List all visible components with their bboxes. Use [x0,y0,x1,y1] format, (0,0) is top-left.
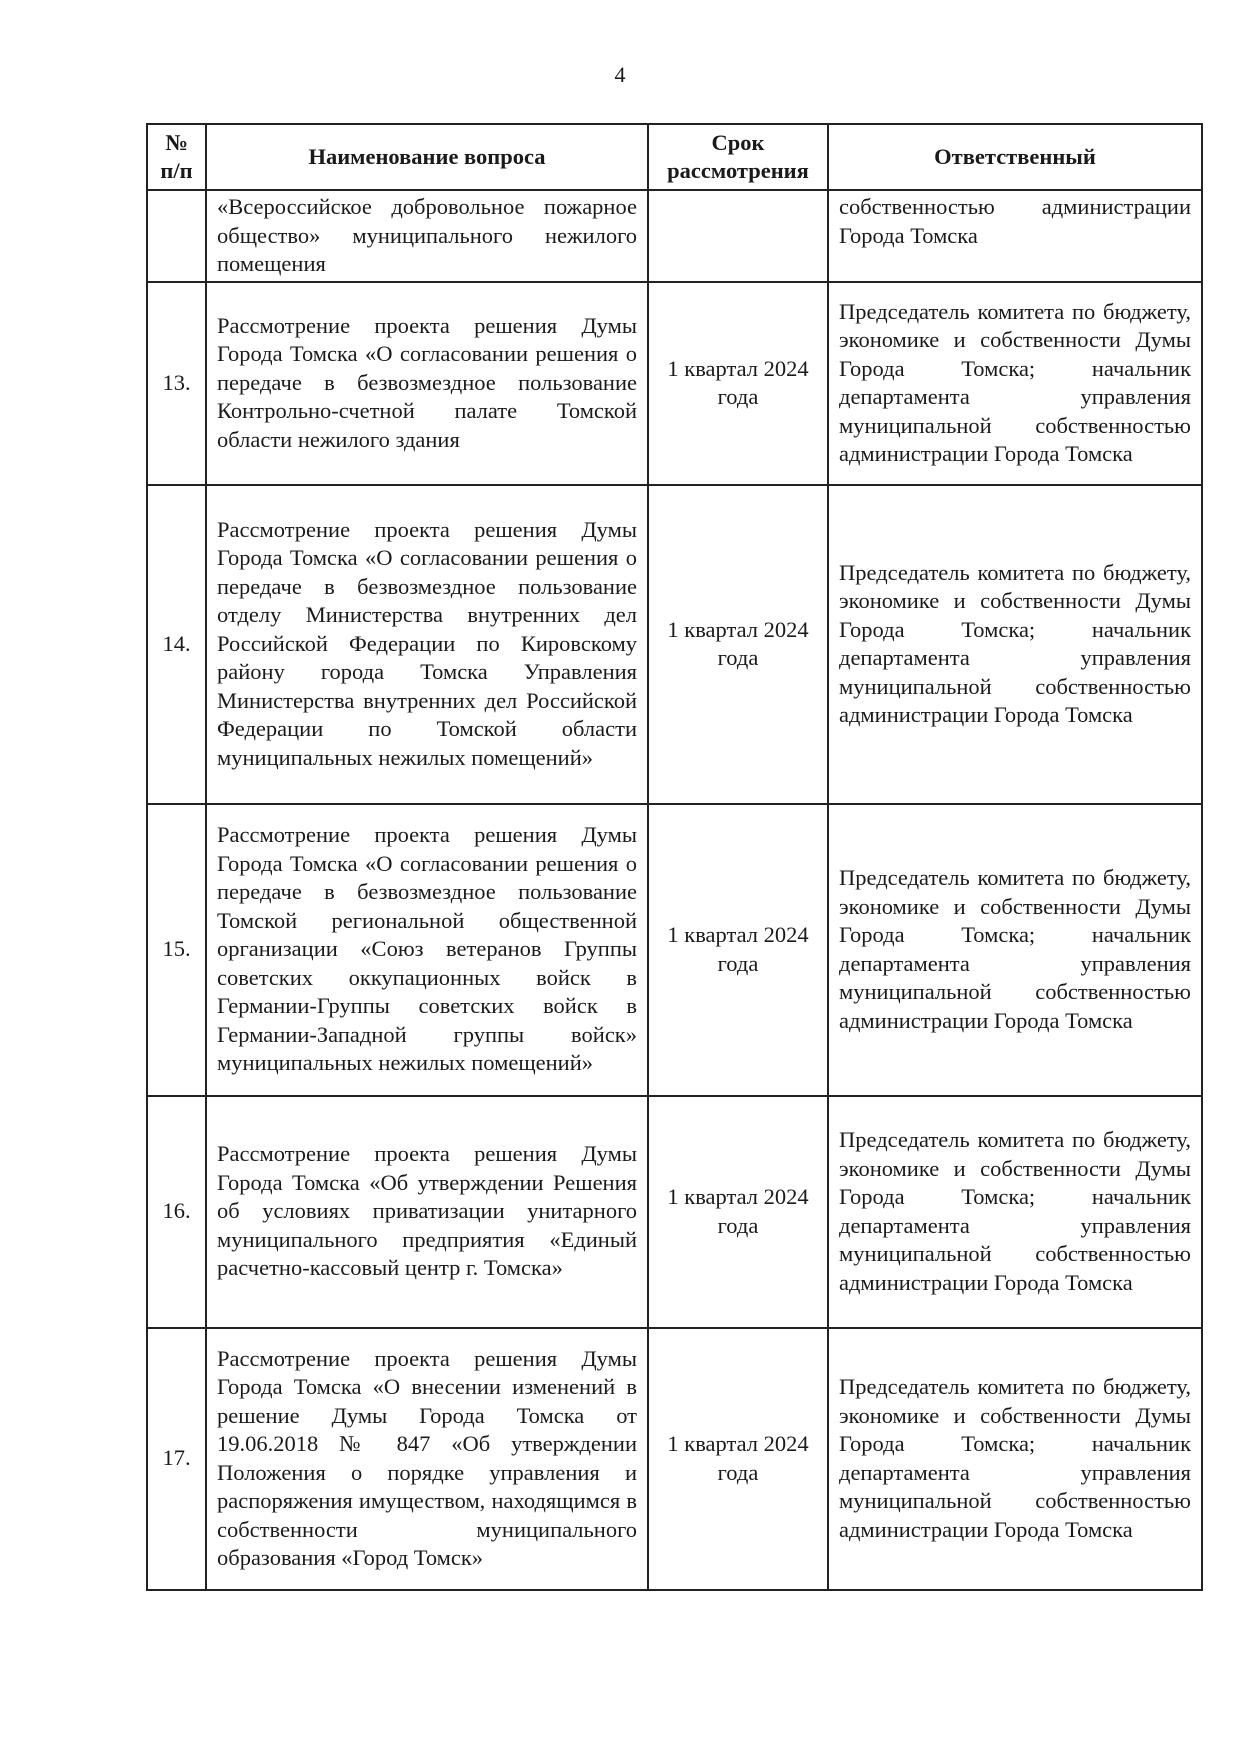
row-name: Рассмотрение проекта решения Думы Города Томска «Об утверждении Решения об условиях приватизации унитарного муниципального предприятия «Единый расчетно-кассовый центр г. Томска» [206,1096,648,1328]
row-responsible: Председатель комитета по бюджету, экономике и собственности Думы Города Томска; начальник департамента управления муниципальной собственностью администрации Города Томска [828,485,1202,804]
row-name: Рассмотрение проекта решения Думы Города Томска «О согласовании решения о передаче в безвозмездное пользование Контрольно-счетной палате Томской области нежилого здания [206,282,648,485]
header-responsible: Ответственный [828,124,1202,190]
row-term: 1 квартал 2024 года [648,485,828,804]
table-header [147,124,1202,190]
header-row [147,124,1202,190]
row-term: 1 квартал 2024 года [648,1328,828,1590]
row-num: 17. [147,1328,206,1590]
row-responsible: Председатель комитета по бюджету, экономике и собственности Думы Города Томска; начальник департамента управления муниципальной собственностью администрации Города Томска [828,1096,1202,1328]
table-row [147,804,1202,1096]
row-responsible: Председатель комитета по бюджету, экономике и собственности Думы Города Томска; начальник департамента управления муниципальной собственностью администрации Города Томска [828,282,1202,485]
row-name: «Всероссийское добровольное пожарное общество» муниципального нежилого помещения [206,190,648,282]
table-row [147,282,1202,485]
table-body [147,190,1202,1590]
row-name: Рассмотрение проекта решения Думы Города Томска «О внесении изменений в решение Думы Города Томска от 19.06.2018 № 847 «Об утверждении Положения о порядке управления и распоряжения имуществом, находящимся в собственности муниципального образования «Город Томск» [206,1328,648,1590]
table-row [147,190,1202,282]
header-num: № п/п [147,124,206,190]
work-plan-table [146,123,1203,1591]
row-term: 1 квартал 2024 года [648,1096,828,1328]
row-num: 16. [147,1096,206,1328]
table-row [147,485,1202,804]
header-name: Наименование вопроса [206,124,648,190]
row-responsible: Председатель комитета по бюджету, экономике и собственности Думы Города Томска; начальник департамента управления муниципальной собственностью администрации Города Томска [828,1328,1202,1590]
row-responsible: Председатель комитета по бюджету, экономике и собственности Думы Города Томска; начальник департамента управления муниципальной собственностью администрации Города Томска [828,804,1202,1096]
row-num: 13. [147,282,206,485]
row-num [147,190,206,282]
page-number: 4 [614,62,626,87]
row-name: Рассмотрение проекта решения Думы Города Томска «О согласовании решения о передаче в безвозмездное пользование отделу Министерства внутренних дел Российской Федерации по Кировскому району города Томска Управления Министерства внутренних дел Российской Федерации по Томской области муниципальных нежилых помещений» [206,485,648,804]
row-responsible: собственностью администрации Города Томска [828,190,1202,282]
row-num: 15. [147,804,206,1096]
row-name: Рассмотрение проекта решения Думы Города Томска «О согласовании решения о передаче в безвозмездное пользование Томской региональной общественной организации «Союз ветеранов Группы советских оккупационных войск в Германии-Группы советских войск в Германии-Западной группы войск» муниципальных нежилых помещений» [206,804,648,1096]
table-row [147,1096,1202,1328]
row-term: 1 квартал 2024 года [648,804,828,1096]
row-term: 1 квартал 2024 года [648,282,828,485]
row-num: 14. [147,485,206,804]
row-term [648,190,828,282]
table-row [147,1328,1202,1590]
header-term: Срок рассмотрения [648,124,828,190]
